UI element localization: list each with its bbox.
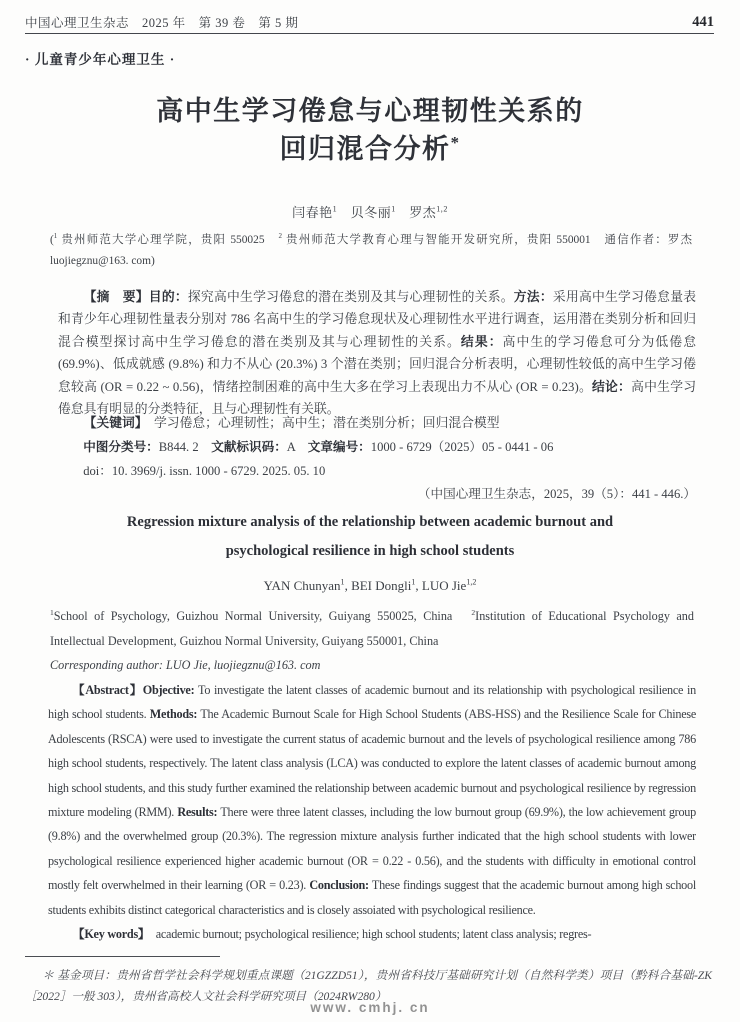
clc-number-line: 中图分类号：B844. 2 文献标识码：A 文章编号：1000 - 6729（2025）05 - 0441 - 06 bbox=[83, 440, 554, 454]
page-header bbox=[25, 13, 714, 31]
footnote-rule bbox=[25, 956, 220, 957]
section-label: · 儿童青少年心理卫生 · bbox=[25, 52, 176, 67]
article-title-en bbox=[30, 508, 710, 566]
page-number: 441 bbox=[692, 14, 714, 30]
abstract-cn: 【摘 要】目的：探究高中生学习倦怠的潜在类别及其与心理韧性的关系。方法：采用高中生学习倦怠量表和青少年心理韧性量表分别对 786 名高中生的学习倦怠现状及心理韧性水平进行调查，运用潜在类别分析和回归混合模型探讨高中生学习倦怠的潜在类别及其与心理韧性的关系。结果：高中生的学习倦怠可分为低倦怠 (69.9%)、低成就感 (9.8%) 和力不从心 (20.3%) 3 个潜在类别；回归混合分析表明，心理韧性较低的高中生学习倦怠较高 (OR = 0.22 ~ 0.56)，情绪控制困难的高中生大多在学习上表现出力不从心 (OR = 0.23)。结论：高中生学习倦怠具有明显的分类特征，且与心理韧性有关联。 bbox=[58, 290, 696, 417]
journal-watermark: www. cmhj. cn bbox=[310, 1000, 430, 1015]
affiliation-cn: ($^1$ 贵州师范大学心理学院，贵阳 550025 $^2$ 贵州师范大学教育心理与智能开发研究所，贵阳 550001 通信作者：罗杰 luojiegznu@163. com) bbox=[50, 232, 692, 267]
authors-cn: 闫春艳$^1$ 贝冬丽$^1$ 罗杰$^{1,2}$ bbox=[292, 204, 448, 220]
keywords-en: 【Key words】 academic burnout; psychological resilience; high school students; latent class analysis; regres- bbox=[72, 927, 592, 942]
doi-line: doi：10. 3969/j. issn. 1000 - 6729. 2025. 05. 10 bbox=[83, 464, 326, 478]
title-cn-line-2: 回归混合分析* bbox=[279, 133, 461, 164]
header-rule bbox=[25, 33, 714, 34]
title-cn-line-1: 高中生学习倦怠与心理韧性关系的 bbox=[156, 96, 584, 126]
funding-footnote: ＊ 基金项目：贵州省哲学社会科学规划重点课题（21GZZD51），贵州省科技厅基础研究计划（自然科学类）项目（黔科合基础-ZK［2022］一般 303），贵州省高校人文社会科学研究项目（2024RW280） bbox=[25, 969, 712, 1003]
abstract-en bbox=[48, 678, 696, 946]
article-title-cn bbox=[0, 92, 740, 168]
title-en-line-1: Regression mixture analysis of the relationship between academic burnout and bbox=[126, 514, 614, 530]
abstract-en-paragraph: 【Abstract】Objective: To investigate the latent classes of academic burnout and its relationship with psychological resilience in high school students. Methods: The Academic Burnout Scale for High School Students (ABS-HSS) and the Resilience Scale for Chinese Adolescents (RSCA) were used to investigate the current status of academic burnout and the levels of psychological resilience among 786 high school students, respectively. The latent class analysis (LCA) was conducted to explore the latent classes of academic burnout among high school students, and this study further examined the relationship between academic burnout and psychological resilience by regression mixture modeling (RMM). Results: There were three latent classes, including the low burnout group (69.9%), the low achievement group (9.8%) and the overwhelmed group (20.3%). The regression mixture analysis further indicated that the high school students with lower psychological resilience experienced higher academic burnout (OR = 0.22 - 0.56), and the students with difficulty in emotional control mostly felt overwhelmed in their learning (OR = 0.23). Conclusion: These findings suggest that the academic burnout among high school students exhibits distinct categorical characteristics and is closely assoiated with psychological resilience. bbox=[48, 683, 696, 917]
affiliation-en-text: $^1$School of Psychology, Guizhou Normal University, Guiyang 550025, China $^2$Institution of Educational Psychology and Intellectual Development, Guizhou Normal University, Guiyang 550001, China bbox=[50, 607, 694, 648]
title-en-line-2: psychological resilience in high school students bbox=[225, 543, 515, 559]
authors-en: YAN Chunyan$^1$, BEI Dongli$^1$, LUO Jie$^{1,2}$ bbox=[263, 577, 477, 593]
corresponding-author: Corresponding author: LUO Jie, luojiegznu@163. com bbox=[50, 658, 321, 672]
citation-line: （中国心理卫生杂志，2025，39（5）：441 - 446.） bbox=[417, 487, 696, 501]
affiliation-en bbox=[50, 604, 694, 678]
journal-info: 中国心理卫生杂志 2025 年 第 39 卷 第 5 期 bbox=[25, 16, 299, 30]
keywords-cn: 【关键词】 学习倦怠；心理韧性；高中生；潜在类别分析；回归混合模型 bbox=[83, 416, 500, 430]
